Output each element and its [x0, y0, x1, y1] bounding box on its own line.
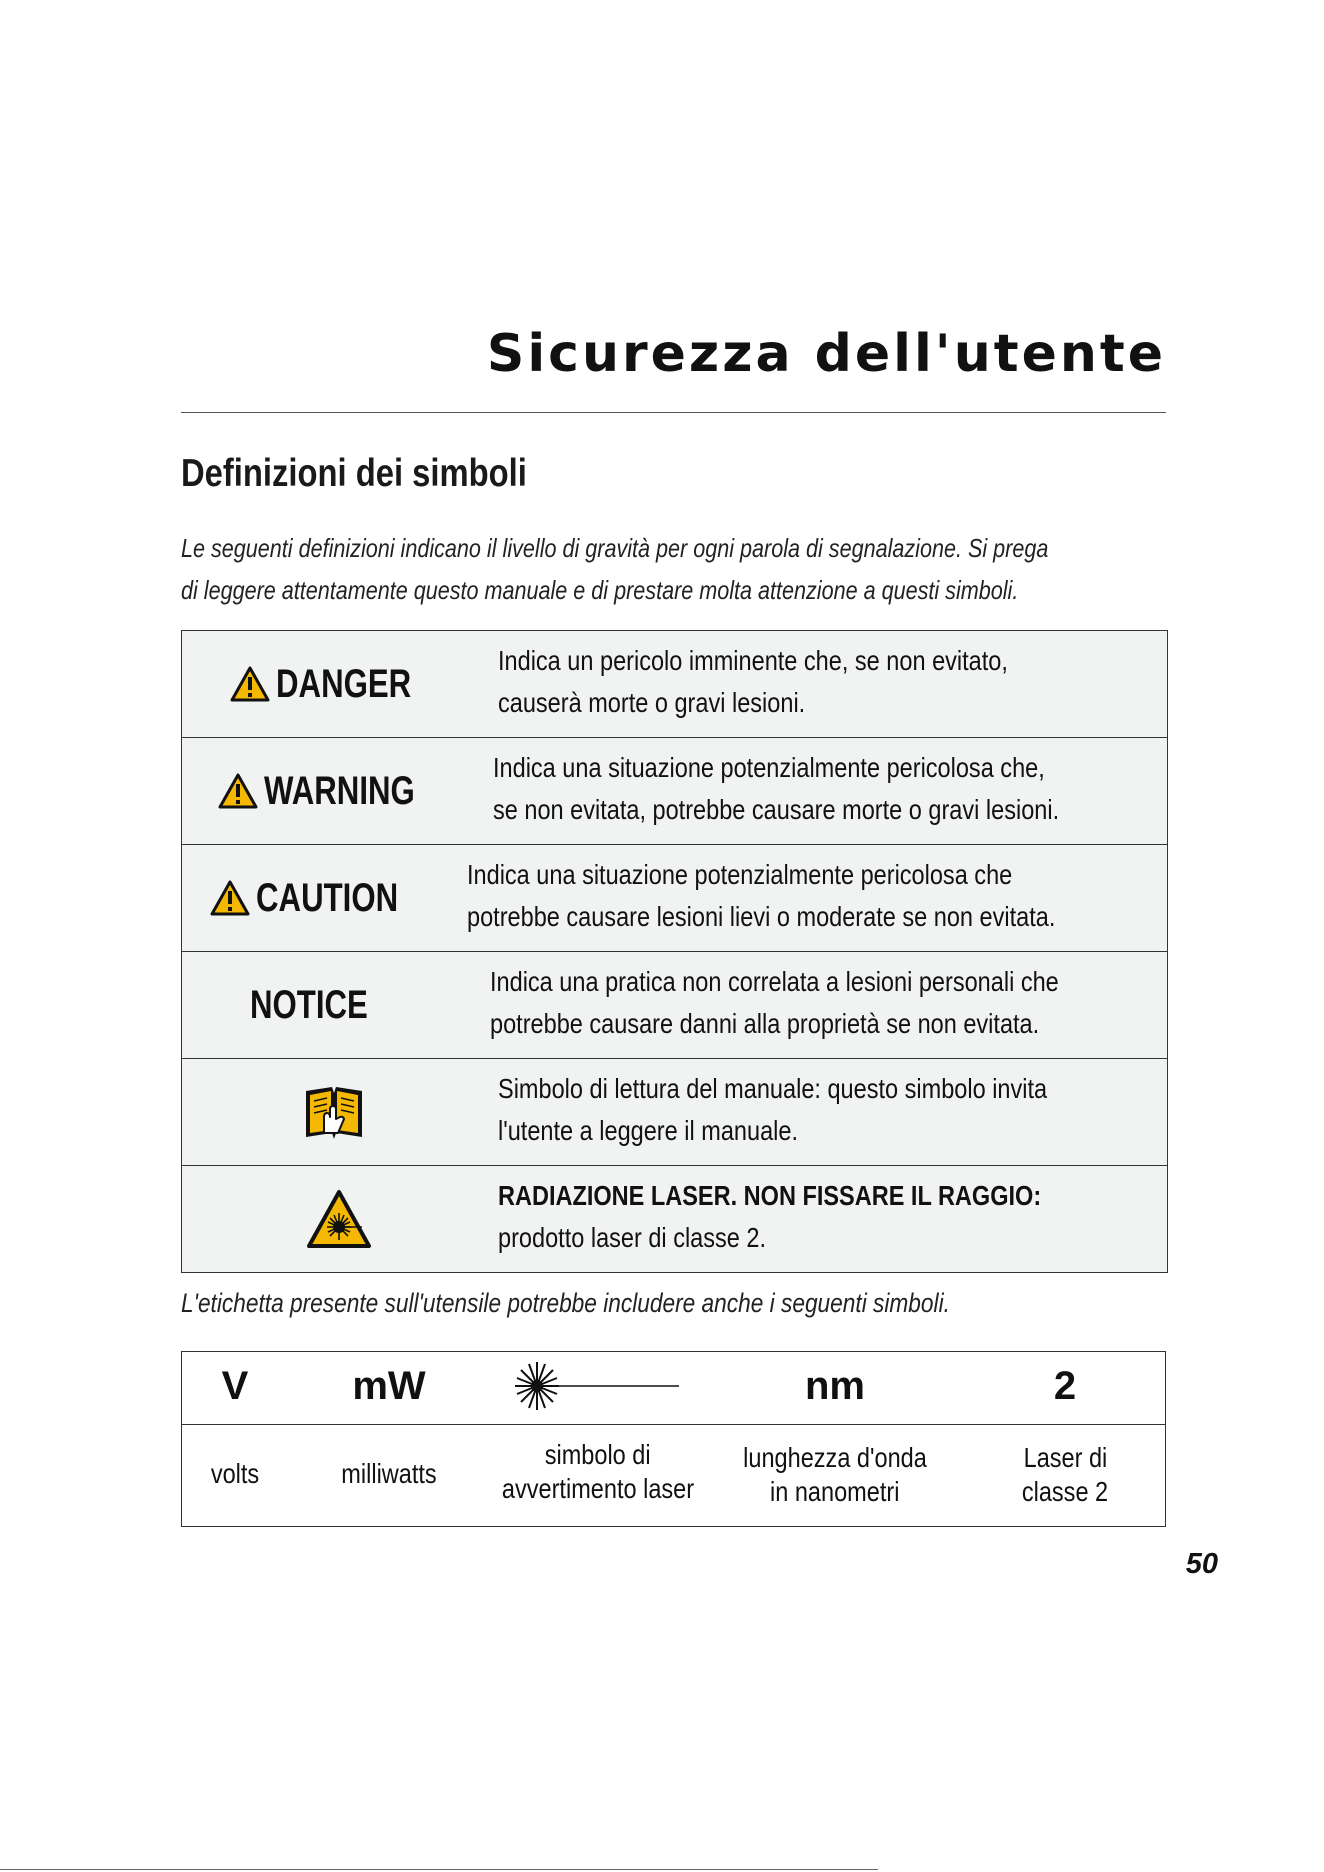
read-manual-icon	[302, 1083, 366, 1141]
definition-row-laser	[182, 1166, 1167, 1273]
intro-line: Le seguenti definizioni indicano il livello di gravità per ogni parola di segnalazione. Si prega	[181, 533, 1049, 563]
description-line: in nanometri	[770, 1476, 900, 1507]
description-line: l'utente a leggere il manuale.	[498, 1115, 798, 1146]
definition-row-warning	[182, 738, 1167, 845]
definition-description	[493, 738, 1167, 844]
definition-symbol	[182, 631, 498, 737]
definition-symbol	[182, 738, 493, 844]
symbol-description	[206, 1457, 264, 1491]
label-note: L'etichetta presente sull'utensile potrebbe includere anche i seguenti simboli.	[181, 1288, 950, 1318]
intro-text	[181, 527, 1166, 611]
symbol-nanometers: nm	[805, 1364, 865, 1408]
description-line: classe 2	[1021, 1476, 1109, 1507]
signal-word-text: WARNING	[263, 768, 415, 813]
warning-triangle-icon	[218, 773, 258, 809]
description-line: Indica una situazione potenzialmente pericolosa che,	[493, 752, 1045, 783]
definition-description	[498, 1166, 1167, 1272]
symbol-volts: V	[221, 1364, 249, 1408]
definition-description	[490, 952, 1167, 1058]
footer-divider	[0, 1869, 878, 1870]
definition-symbol	[182, 1059, 498, 1165]
warning-triangle-icon	[230, 666, 270, 702]
definition-description	[498, 631, 1167, 737]
laser-burst-symbol	[515, 1360, 681, 1419]
description-line: Simbolo di lettura del manuale: questo simbolo invita	[498, 1073, 1048, 1104]
description-line: simbolo di	[545, 1439, 651, 1470]
tool-label-symbols-table	[181, 1351, 1166, 1527]
description-line: potrebbe causare danni alla proprietà se non evitata.	[489, 1008, 1040, 1039]
description-line: Indica una situazione potenzialmente pericolosa che	[466, 859, 1012, 890]
title-divider	[181, 412, 1166, 413]
description-line: avvertimento laser	[501, 1473, 695, 1504]
signal-word-text: CAUTION	[256, 875, 399, 920]
definition-description	[498, 1059, 1167, 1165]
definition-row-danger	[182, 631, 1167, 738]
symbol-milliwatts: mW	[352, 1364, 426, 1408]
description-line: prodotto laser di classe 2.	[498, 1222, 767, 1253]
section-heading: Definizioni dei simboli	[181, 452, 527, 495]
intro-line: di leggere attentamente questo manuale e di prestare molta attenzione a questi simboli.	[181, 575, 1019, 605]
definition-description	[467, 845, 1167, 951]
page-number: 50	[1185, 1548, 1218, 1580]
description-line: se non evitata, potrebbe causare morte o gravi lesioni.	[493, 794, 1060, 825]
description-line: potrebbe causare lesioni lievi o moderate se non evitata.	[466, 901, 1055, 932]
description-line: Indica una pratica non correlata a lesioni personali che	[489, 966, 1059, 997]
definition-row-read-manual	[182, 1059, 1167, 1166]
symbol-description	[1014, 1441, 1117, 1509]
warning-signal-word	[218, 769, 457, 814]
symbols-header-row	[182, 1352, 1165, 1425]
symbol-definitions-table	[181, 630, 1168, 1273]
signal-word-text: NOTICE	[250, 982, 369, 1027]
definition-symbol	[182, 845, 467, 951]
danger-signal-word	[230, 662, 449, 707]
caution-signal-word	[210, 876, 438, 921]
description-line: lunghezza d'onda	[743, 1442, 927, 1473]
description-line: RADIAZIONE LASER. NON FISSARE IL RAGGIO:	[498, 1180, 1042, 1211]
description-line: causerà morte o gravi lesioni.	[498, 687, 806, 718]
signal-word-text: DANGER	[276, 661, 412, 706]
description-line: Indica un pericolo imminente che, se non evitato,	[498, 645, 1008, 676]
symbol-laser-class-2: 2	[1053, 1364, 1077, 1408]
definition-row-notice	[182, 952, 1167, 1059]
symbol-description	[484, 1438, 713, 1506]
notice-signal-word	[250, 983, 401, 1028]
laser-burst-icon	[515, 1360, 681, 1412]
laser-radiation-icon	[306, 1189, 372, 1249]
symbol-description	[332, 1457, 446, 1491]
definition-symbol	[182, 952, 490, 1058]
page-title: Sicurezza dell'utente	[486, 324, 1166, 384]
symbol-description	[726, 1441, 945, 1509]
description-line: milliwatts	[341, 1458, 437, 1489]
description-line: volts	[210, 1458, 260, 1489]
definition-row-caution	[182, 845, 1167, 952]
warning-triangle-icon	[210, 880, 250, 916]
description-line: Laser di	[1023, 1442, 1107, 1473]
definition-symbol	[182, 1166, 498, 1272]
